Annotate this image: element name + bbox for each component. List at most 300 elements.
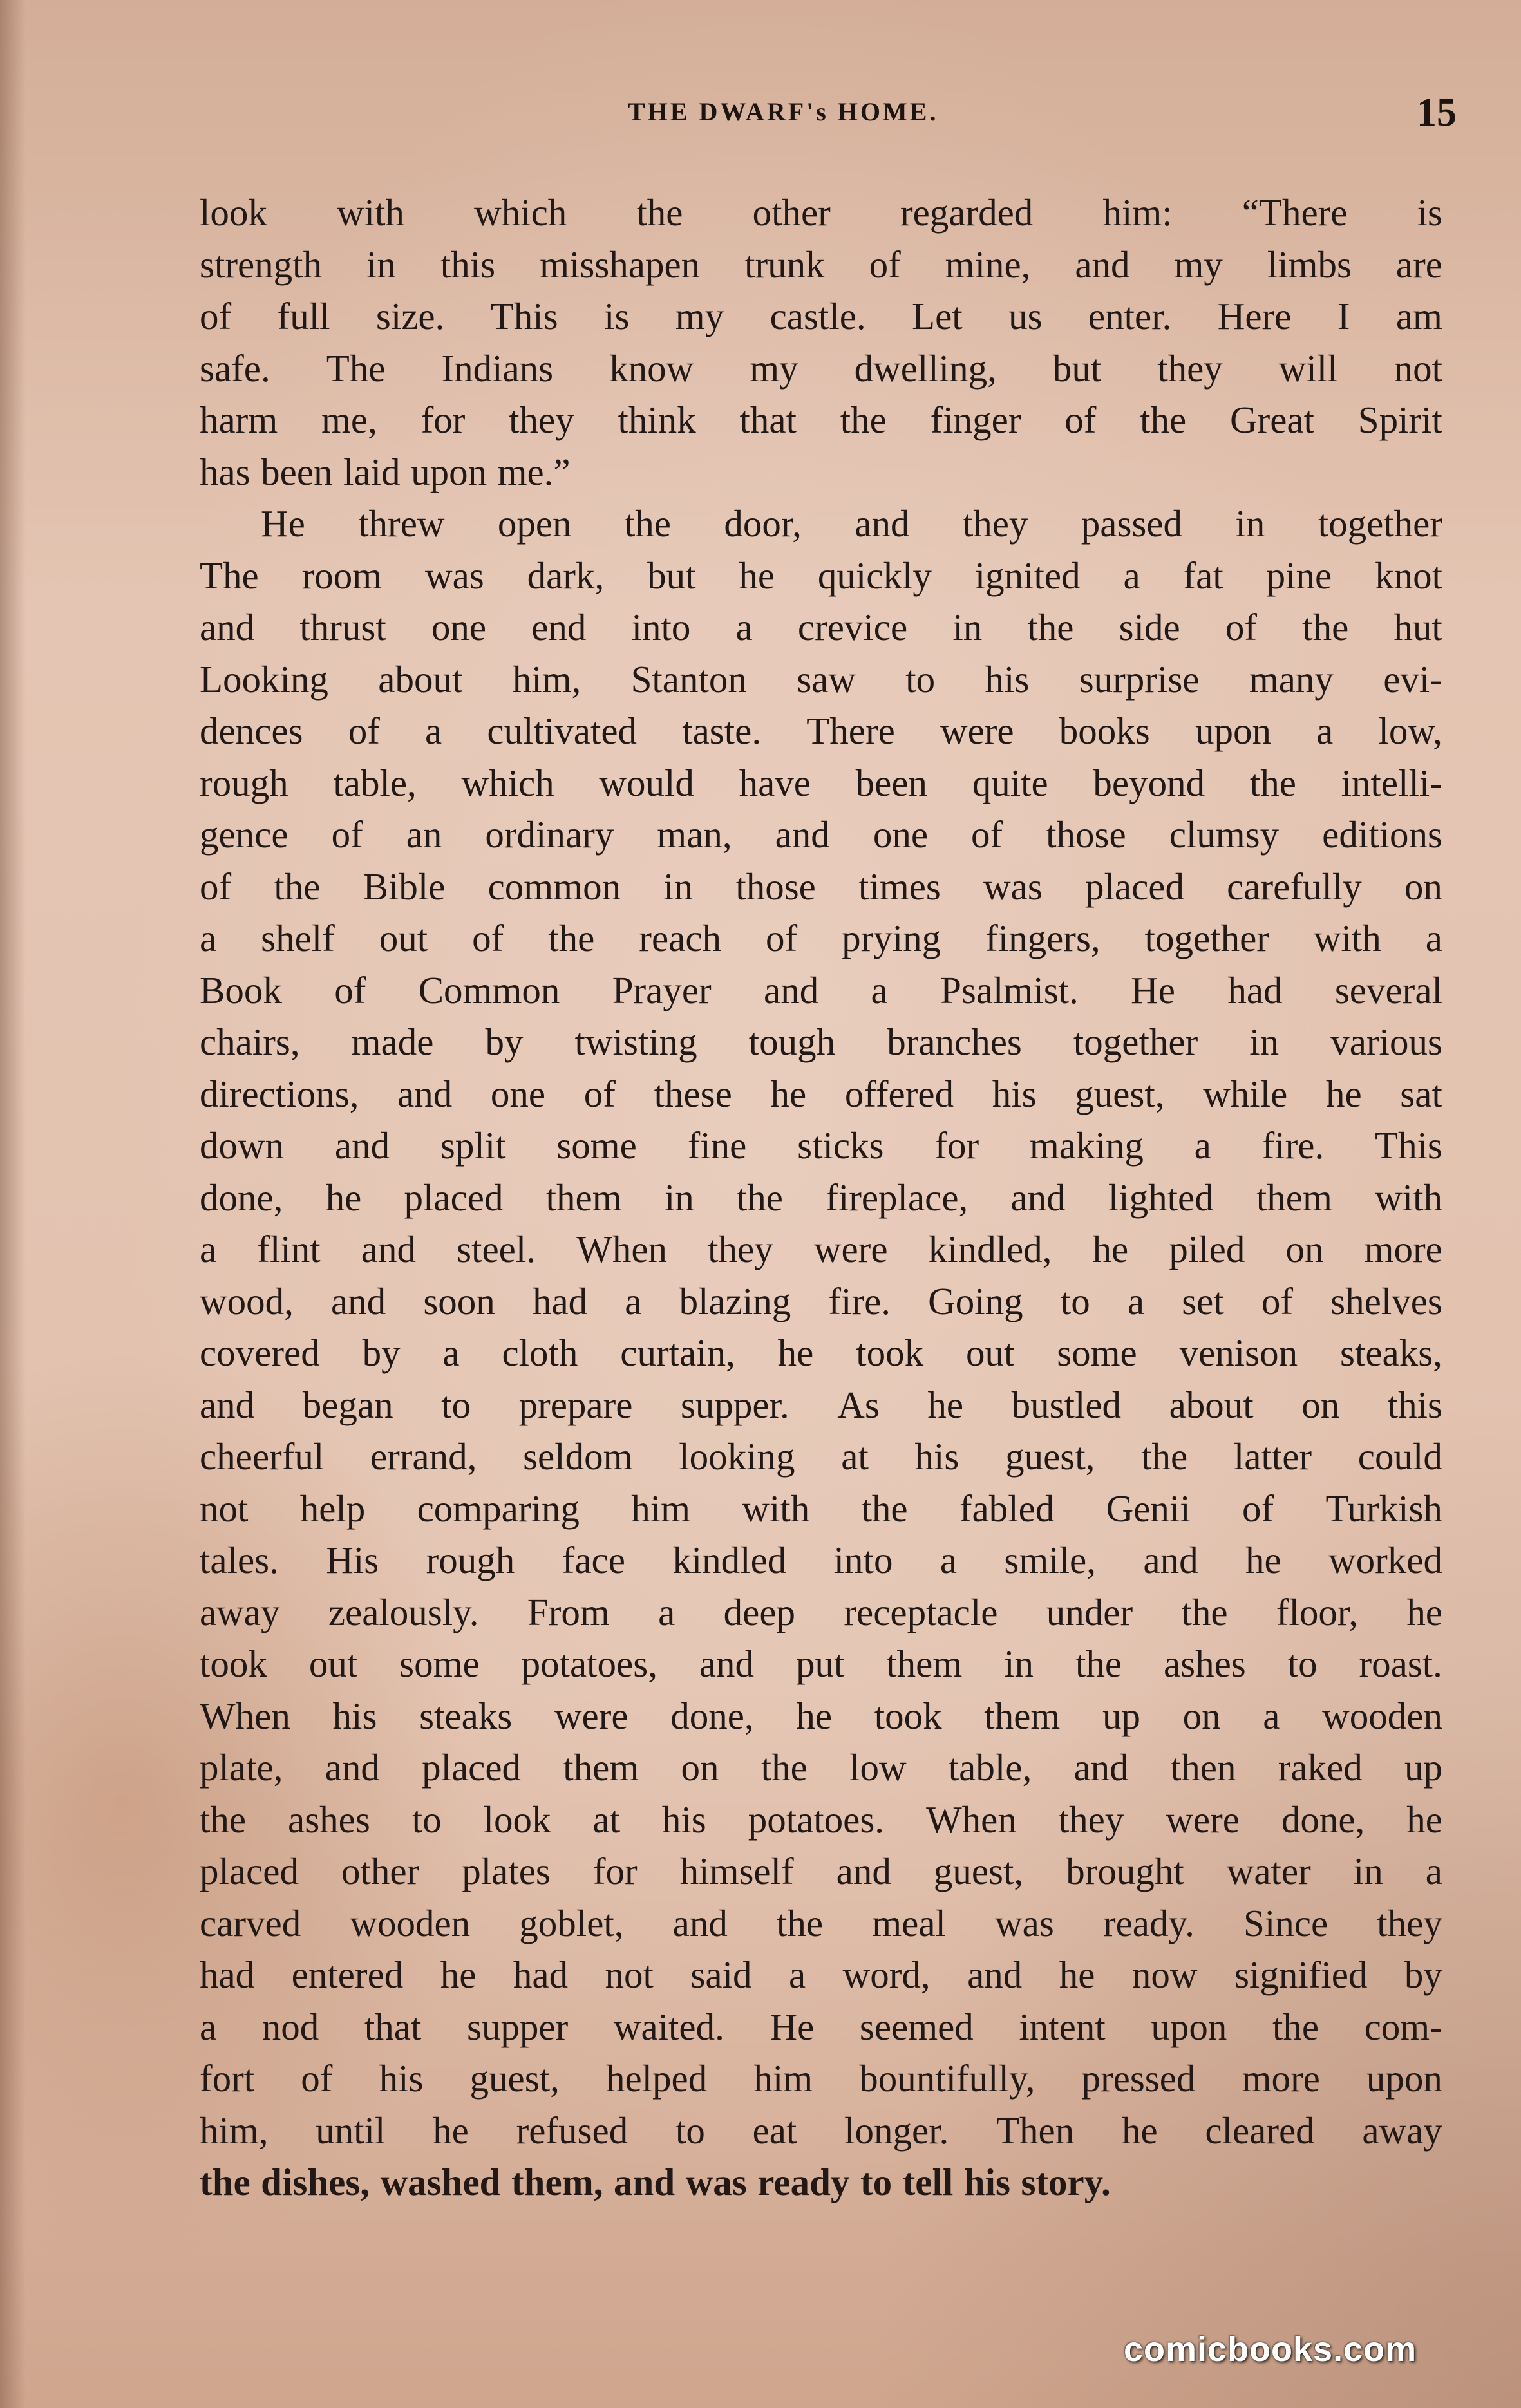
word: a xyxy=(940,1539,958,1581)
word: the xyxy=(840,399,887,441)
word: common xyxy=(487,865,621,908)
word: story. xyxy=(1021,2161,1111,2203)
word: Let xyxy=(912,295,963,337)
word: up xyxy=(1404,1746,1442,1789)
word: in xyxy=(663,865,694,908)
word: raked xyxy=(1278,1746,1363,1789)
word: Prayer xyxy=(612,968,712,1011)
word: many xyxy=(1249,657,1334,701)
word: in xyxy=(1353,1850,1383,1892)
word: Great xyxy=(1229,399,1314,441)
word: This xyxy=(1375,1124,1442,1167)
word: know xyxy=(609,346,694,390)
word: ignited xyxy=(974,554,1081,597)
word: in xyxy=(1235,502,1265,545)
word: smile, xyxy=(1004,1539,1096,1581)
word: a xyxy=(200,917,217,959)
word: several xyxy=(1334,968,1442,1011)
watermark: comicbooks.com xyxy=(1124,2330,1417,2369)
word: in xyxy=(366,243,396,286)
word: of xyxy=(869,243,901,286)
word: guest, xyxy=(933,1850,1024,1892)
word: him, xyxy=(200,2109,269,2152)
text-line xyxy=(200,1068,1442,1120)
text-line xyxy=(200,1845,1442,1897)
word: steel. xyxy=(457,1228,536,1270)
word: and xyxy=(672,1901,728,1944)
word: and xyxy=(967,1953,1023,1996)
word: intent xyxy=(1019,2005,1106,2048)
word: he xyxy=(1325,1072,1362,1115)
word: in xyxy=(952,606,983,648)
word: brought xyxy=(1066,1850,1184,1892)
word: clumsy xyxy=(1169,813,1280,856)
word: one xyxy=(490,1072,546,1115)
word: times xyxy=(858,865,941,908)
word: latter xyxy=(1233,1435,1312,1478)
word: and xyxy=(1075,243,1130,286)
word: and xyxy=(334,1124,390,1167)
word: they xyxy=(1157,346,1223,390)
page-edge-shadow xyxy=(0,0,26,2408)
word: offered xyxy=(844,1072,954,1115)
word: the xyxy=(624,502,671,545)
word: bountifully, xyxy=(859,2057,1035,2100)
word: the xyxy=(1140,399,1187,441)
word: them xyxy=(1256,1176,1332,1219)
word: then xyxy=(1170,1746,1236,1789)
word: Common xyxy=(418,968,560,1011)
word: tell xyxy=(902,2161,954,2203)
word: together xyxy=(1073,1021,1198,1063)
word: chairs, xyxy=(200,1021,300,1063)
word: hut xyxy=(1393,606,1442,648)
word: upon xyxy=(1151,2005,1227,2048)
word: to xyxy=(675,2109,705,2152)
word: but xyxy=(647,554,696,597)
word: and xyxy=(855,502,910,545)
text-line xyxy=(200,2105,1442,2157)
word: and xyxy=(200,606,255,648)
word: were xyxy=(1166,1798,1240,1841)
word: fort xyxy=(200,2057,255,2100)
word: set xyxy=(1182,1279,1224,1322)
word: kindled xyxy=(672,1539,787,1581)
word: to xyxy=(860,2161,893,2203)
text-line xyxy=(200,343,1442,395)
word: began xyxy=(302,1383,393,1426)
word: regarded xyxy=(900,191,1034,234)
word: Since xyxy=(1243,1901,1328,1944)
word: the xyxy=(200,1798,247,1841)
word: table, xyxy=(948,1746,1032,1789)
word: shelves xyxy=(1330,1279,1442,1322)
word: safe. xyxy=(200,346,270,390)
word: face xyxy=(562,1539,625,1581)
word: the xyxy=(1302,606,1349,648)
word: at xyxy=(592,1798,620,1841)
word: the xyxy=(777,1901,824,1944)
word: wooden xyxy=(1322,1694,1442,1737)
word: a xyxy=(425,710,442,752)
word: twisting xyxy=(574,1021,697,1063)
word: on xyxy=(1182,1694,1221,1737)
text-line xyxy=(200,446,1442,498)
text-line xyxy=(200,2001,1442,2053)
word: the xyxy=(274,865,321,908)
word: branches xyxy=(887,1021,1022,1063)
word: As xyxy=(837,1383,880,1426)
word: gence xyxy=(200,813,288,856)
word: flint xyxy=(257,1228,321,1270)
text-line xyxy=(200,964,1442,1017)
word: and xyxy=(836,1850,891,1892)
word: sticks xyxy=(797,1124,884,1167)
word: him xyxy=(631,1487,690,1530)
word: he xyxy=(796,1694,833,1737)
word: seemed xyxy=(859,2005,974,2048)
word: that xyxy=(364,2005,422,2048)
word: he xyxy=(1245,1539,1281,1581)
word: a xyxy=(1127,1279,1145,1322)
word: nod xyxy=(261,2005,319,2048)
word: he xyxy=(325,1176,362,1219)
word: other xyxy=(752,191,831,234)
word: Looking xyxy=(200,657,328,701)
word: seldom xyxy=(523,1435,633,1478)
word: and xyxy=(1010,1176,1066,1219)
word: fire. xyxy=(828,1279,891,1322)
word: pressed xyxy=(1081,2057,1196,2100)
word: plates xyxy=(462,1850,551,1892)
word: This xyxy=(490,295,558,337)
body-text xyxy=(200,187,1442,2208)
word: and xyxy=(200,1383,255,1426)
text-line xyxy=(200,1223,1442,1275)
word: steaks, xyxy=(1339,1331,1442,1374)
word: this xyxy=(440,243,496,286)
word: by xyxy=(362,1331,401,1374)
word: made xyxy=(351,1021,434,1063)
text-line xyxy=(200,757,1442,809)
word: to xyxy=(1287,1642,1318,1685)
word: look xyxy=(200,191,267,234)
word: of xyxy=(472,917,504,959)
text-line xyxy=(200,1690,1442,1742)
word: had xyxy=(532,1279,588,1322)
word: fine xyxy=(687,1124,747,1167)
word: tales. xyxy=(200,1539,279,1581)
word: which xyxy=(474,191,567,234)
word: intelli- xyxy=(1341,761,1442,804)
word: He xyxy=(770,2005,815,2048)
word: of xyxy=(334,968,366,1011)
word: of xyxy=(331,813,363,856)
word: my xyxy=(1174,243,1223,286)
word: about xyxy=(378,657,463,701)
word: of xyxy=(348,710,380,752)
word: of xyxy=(301,2057,333,2100)
word: of xyxy=(1064,399,1097,441)
word: with xyxy=(1313,917,1381,959)
word: into xyxy=(631,606,691,648)
word: worked xyxy=(1328,1539,1442,1581)
word: has xyxy=(200,450,250,493)
word: my xyxy=(750,346,798,390)
word: He xyxy=(1131,968,1175,1011)
word: directions, xyxy=(200,1072,359,1115)
word: pine xyxy=(1266,554,1332,597)
word: longer. xyxy=(844,2109,949,2152)
word: been xyxy=(855,761,928,804)
word: on xyxy=(681,1746,719,1789)
text-line xyxy=(200,239,1442,291)
word: look xyxy=(483,1798,551,1841)
word: plate, xyxy=(200,1746,283,1789)
word: in xyxy=(1004,1642,1034,1685)
word: was xyxy=(983,865,1043,908)
word: said xyxy=(690,1953,752,1996)
word: was xyxy=(995,1901,1054,1944)
word: errand, xyxy=(370,1435,477,1478)
word: those xyxy=(1046,813,1126,856)
word: ashes xyxy=(1163,1642,1246,1685)
word: supper. xyxy=(680,1383,789,1426)
word: the xyxy=(1181,1590,1228,1633)
word: beyond xyxy=(1093,761,1205,804)
word: was xyxy=(685,2161,747,2203)
word: room xyxy=(301,554,383,597)
word: a xyxy=(1425,917,1442,959)
word: an xyxy=(406,813,442,856)
word: and xyxy=(331,1279,386,1322)
word: fingers, xyxy=(985,917,1101,959)
word: these xyxy=(654,1072,732,1115)
word: supper xyxy=(466,2005,569,2048)
word: laid xyxy=(343,450,401,493)
word: low xyxy=(849,1746,907,1789)
word: down xyxy=(200,1124,285,1167)
word: of xyxy=(583,1072,616,1115)
word: cleared xyxy=(1205,2109,1315,2152)
word: a xyxy=(1425,1850,1442,1892)
word: the xyxy=(636,191,683,234)
word: were xyxy=(813,1228,888,1270)
word: dishes, xyxy=(261,2161,370,2203)
text-line xyxy=(200,1949,1442,2001)
word: with xyxy=(1375,1176,1442,1219)
word: to xyxy=(411,1798,442,1841)
word: com- xyxy=(1364,2005,1442,2048)
word: them, xyxy=(511,2161,603,2203)
word: limbs xyxy=(1267,243,1352,286)
word: venison xyxy=(1179,1331,1298,1374)
word: Indians xyxy=(441,346,554,390)
word: some xyxy=(399,1642,480,1685)
word: dark, xyxy=(527,554,605,597)
word: of xyxy=(1225,606,1258,648)
word: wooden xyxy=(350,1901,471,1944)
word: reach xyxy=(639,917,722,959)
word: saw xyxy=(797,657,856,701)
word: thrust xyxy=(299,606,386,648)
word: he xyxy=(927,1383,964,1426)
word: will xyxy=(1278,346,1338,390)
text-line xyxy=(200,550,1442,602)
word: and xyxy=(699,1642,755,1685)
text-line xyxy=(200,1534,1442,1586)
word: Then xyxy=(996,2109,1075,2152)
word: he xyxy=(440,1953,477,1996)
word: guest, xyxy=(1075,1072,1165,1115)
text-line xyxy=(200,1586,1442,1639)
word: they xyxy=(962,502,1028,545)
word: more xyxy=(1364,1228,1442,1270)
word: him: xyxy=(1102,191,1173,234)
word: at xyxy=(841,1435,869,1478)
word: not xyxy=(1393,346,1442,390)
word: he xyxy=(739,554,775,597)
word: full xyxy=(277,295,330,337)
word: His xyxy=(326,1539,379,1581)
word: The xyxy=(326,346,386,390)
word: have xyxy=(739,761,811,804)
word: while xyxy=(1203,1072,1288,1115)
word: away xyxy=(200,1590,280,1633)
word: into xyxy=(833,1539,893,1581)
word: From xyxy=(527,1590,610,1633)
word: taste. xyxy=(682,710,762,752)
word: When xyxy=(576,1228,668,1270)
text-line xyxy=(200,1794,1442,1846)
word: and xyxy=(614,2161,675,2203)
word: himself xyxy=(679,1850,794,1892)
word: some xyxy=(556,1124,637,1167)
word: he xyxy=(1121,2109,1158,2152)
word: to xyxy=(905,657,936,701)
word: water xyxy=(1226,1850,1311,1892)
word: but xyxy=(1052,346,1102,390)
word: for xyxy=(592,1850,638,1892)
word: castle. xyxy=(770,295,866,337)
word: a xyxy=(1316,710,1334,752)
word: blazing xyxy=(679,1279,791,1322)
word: Genii xyxy=(1106,1487,1191,1530)
word: covered xyxy=(200,1331,320,1374)
word: of xyxy=(971,813,1003,856)
word: for xyxy=(934,1124,979,1167)
word: quite xyxy=(972,761,1048,804)
word: and xyxy=(764,968,819,1011)
word: been xyxy=(261,450,333,493)
word: they xyxy=(708,1228,773,1270)
word: split xyxy=(440,1124,506,1167)
word: were xyxy=(940,710,1014,752)
word: could xyxy=(1357,1435,1442,1478)
word: not xyxy=(200,1487,249,1530)
text-line xyxy=(200,1120,1442,1172)
text-line xyxy=(200,912,1442,964)
word: a xyxy=(871,968,888,1011)
word: There xyxy=(806,710,895,752)
word: the xyxy=(1249,761,1296,804)
word: took xyxy=(874,1694,942,1737)
word: low, xyxy=(1378,710,1442,752)
word: size. xyxy=(375,295,445,337)
word: us xyxy=(1008,295,1043,337)
word: under xyxy=(1046,1590,1133,1633)
word: on xyxy=(1301,1383,1340,1426)
word: books xyxy=(1059,710,1150,752)
word: trunk xyxy=(744,243,825,286)
word: harm xyxy=(200,399,278,441)
word: until xyxy=(316,2109,386,2152)
word: bustled xyxy=(1011,1383,1122,1426)
word: cheerful xyxy=(200,1435,325,1478)
text-line xyxy=(200,705,1442,757)
word: placed xyxy=(404,1176,504,1219)
word: put xyxy=(795,1642,845,1685)
word: Stanton xyxy=(630,657,747,701)
word: prying xyxy=(842,917,941,959)
text-line xyxy=(200,2053,1442,2105)
text-line xyxy=(200,861,1442,913)
text-line xyxy=(200,1897,1442,1950)
word: guest, xyxy=(469,2057,560,2100)
word: on xyxy=(1404,865,1442,908)
word: steaks xyxy=(419,1694,513,1737)
word: fat xyxy=(1183,554,1223,597)
word: up xyxy=(1102,1694,1140,1737)
word: rough xyxy=(200,761,288,804)
word: he xyxy=(770,1072,807,1115)
word: deep xyxy=(723,1590,796,1633)
word: a xyxy=(200,2005,217,2048)
word: he xyxy=(1406,1798,1442,1841)
word: waited. xyxy=(613,2005,724,2048)
word: making xyxy=(1029,1124,1144,1167)
word: for xyxy=(420,399,466,441)
word: upon xyxy=(411,450,487,493)
word: door, xyxy=(724,502,802,545)
word: lighted xyxy=(1108,1176,1214,1219)
text-line xyxy=(200,394,1442,446)
word: a xyxy=(788,1953,806,1996)
word: signified xyxy=(1234,1953,1368,1996)
word: the xyxy=(736,1176,783,1219)
word: done, xyxy=(1281,1798,1365,1841)
word: a xyxy=(735,606,753,648)
word: in xyxy=(1249,1021,1280,1063)
word: the xyxy=(1027,606,1074,648)
word: misshapen xyxy=(540,243,701,286)
word: passed xyxy=(1081,502,1183,545)
word: placed xyxy=(422,1746,522,1789)
word: was xyxy=(425,554,484,597)
word: took xyxy=(200,1642,267,1685)
word: rough xyxy=(426,1539,515,1581)
word: out xyxy=(965,1331,1015,1374)
word: and xyxy=(1073,1746,1129,1789)
word: which xyxy=(461,761,554,804)
text-line xyxy=(200,1379,1442,1431)
word: more xyxy=(1242,2057,1320,2100)
text-line xyxy=(200,1742,1442,1794)
word: refused xyxy=(516,2109,628,2152)
word: his xyxy=(992,1072,1037,1115)
word: upon xyxy=(1195,710,1271,752)
word: the xyxy=(548,917,595,959)
